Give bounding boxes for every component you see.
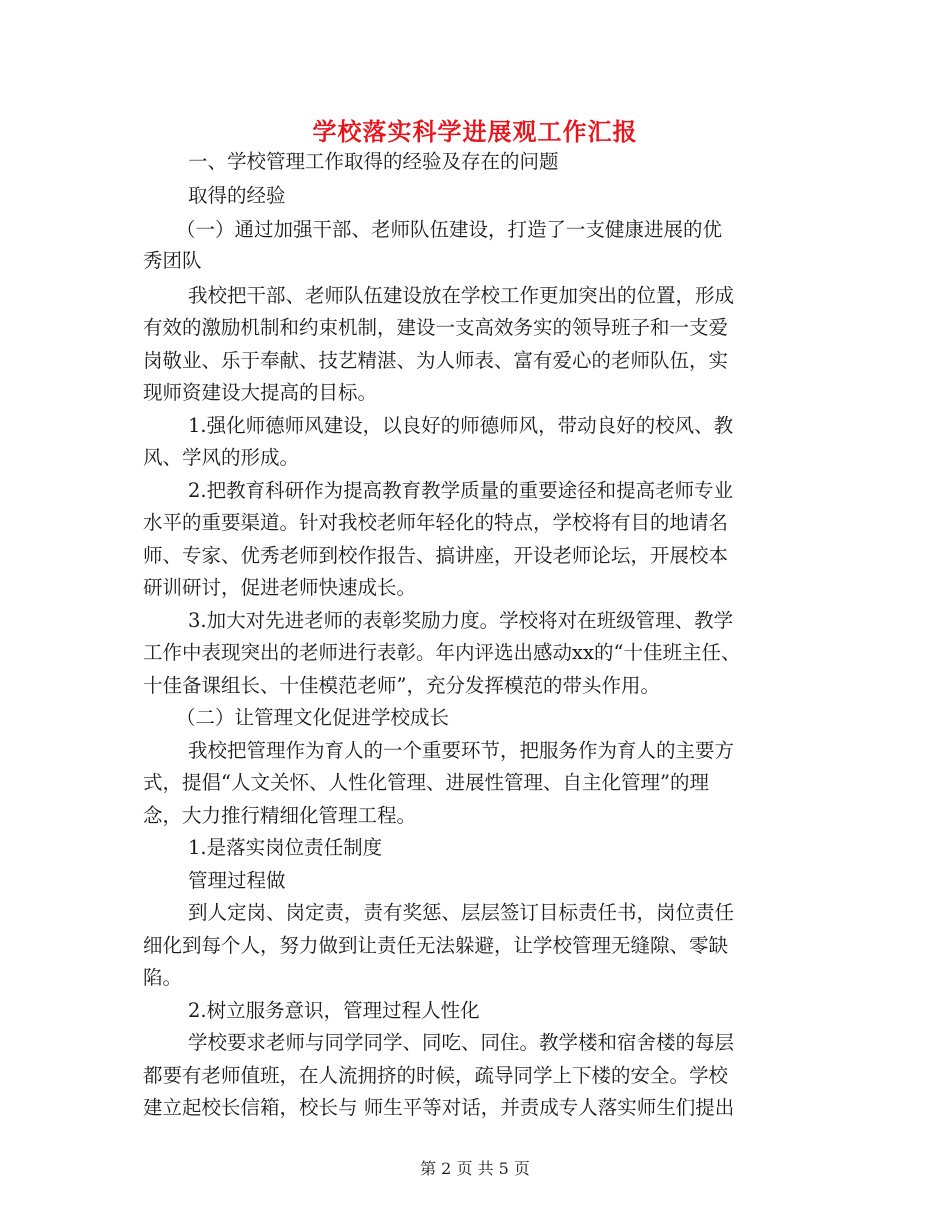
paragraph-line: 陷。 [143,966,183,989]
page-number-footer: 第 2 页 共 5 页 [420,1159,530,1178]
paragraph-line: 有效的激励机制和约束机制，建设一支高效务实的领导班子和一支爱 [143,316,729,339]
paragraph-line: 现师资建设大提高的目标。 [143,381,378,404]
paragraph-line: 到人定岗、岗定责，责有奖惩、层层签订目标责任书，岗位责任 [188,901,735,924]
subheading: 取得的经验 [188,184,286,207]
paragraph-line: 十佳备课组长、十佳模范老师”，充分发挥模范的带头作用。 [143,674,660,697]
paragraph-line: 式，提倡“人文关怀、人性化管理、进展性管理、自主化管理”的理 [143,771,709,794]
paragraph-line: 都要有老师值班，在人流拥挤的时候，疏导同学上下楼的安全。学校 [143,1064,729,1087]
paragraph-line: （一）通过加强干部、老师队伍建设，打造了一支健康进展的优 [176,218,723,241]
paragraph-line: 岗敬业、乐于奉献、技艺精湛、为人师表、富有爱心的老师队伍，实 [143,349,729,372]
paragraph-line: 秀团队 [143,249,202,272]
paragraph-line: 2.把教育科研作为提高教育教学质量的重要途径和提高老师专业 [188,479,734,502]
paragraph-line: 师、专家、优秀老师到校作报告、搞讲座，开设老师论坛，开展校本 [143,544,729,567]
paragraph-line: 风、学风的形成。 [143,446,300,469]
paragraph-line: 学校要求老师与同学同学、同吃、同住。教学楼和宿舍楼的每层 [188,1031,735,1054]
paragraph-line: 管理过程做 [188,869,286,892]
paragraph-line: 我校把管理作为育人的一个重要环节，把服务作为育人的主要方 [188,739,735,762]
paragraph-line: 念，大力推行精细化管理工程。 [143,804,417,827]
paragraph-line: 水平的重要渠道。针对我校老师年轻化的特点，学校将有目的地请名 [143,511,729,534]
paragraph-line: 3.加大对先进老师的表彰奖励力度。学校将对在班级管理、教学 [188,609,734,632]
paragraph-line: 1.是落实岗位责任制度 [188,836,383,859]
document-title: 学校落实科学进展观工作汇报 [312,117,638,146]
section-heading: 一、学校管理工作取得的经验及存在的问题 [188,150,559,173]
paragraph-line: 研训研讨，促进老师快速成长。 [143,576,417,599]
paragraph-line: 我校把干部、老师队伍建设放在学校工作更加突出的位置，形成 [188,284,735,307]
paragraph-line: 工作中表现突出的老师进行表彰。年内评选出感动xx的“十佳班主任、 [143,641,741,664]
paragraph-line: 2.树立服务意识，管理过程人性化 [188,999,480,1022]
subheading: （二）让管理文化促进学校成长 [176,706,450,729]
paragraph-line: 细化到每个人，努力做到让责任无法躲避，让学校管理无缝隙、零缺 [143,934,729,957]
paragraph-line: 建立起校长信箱，校长与 师生平等对话，并责成专人落实师生们提出 [143,1096,735,1119]
paragraph-line: 1.强化师德师风建设，以良好的师德师风，带动良好的校风、教 [188,414,734,437]
